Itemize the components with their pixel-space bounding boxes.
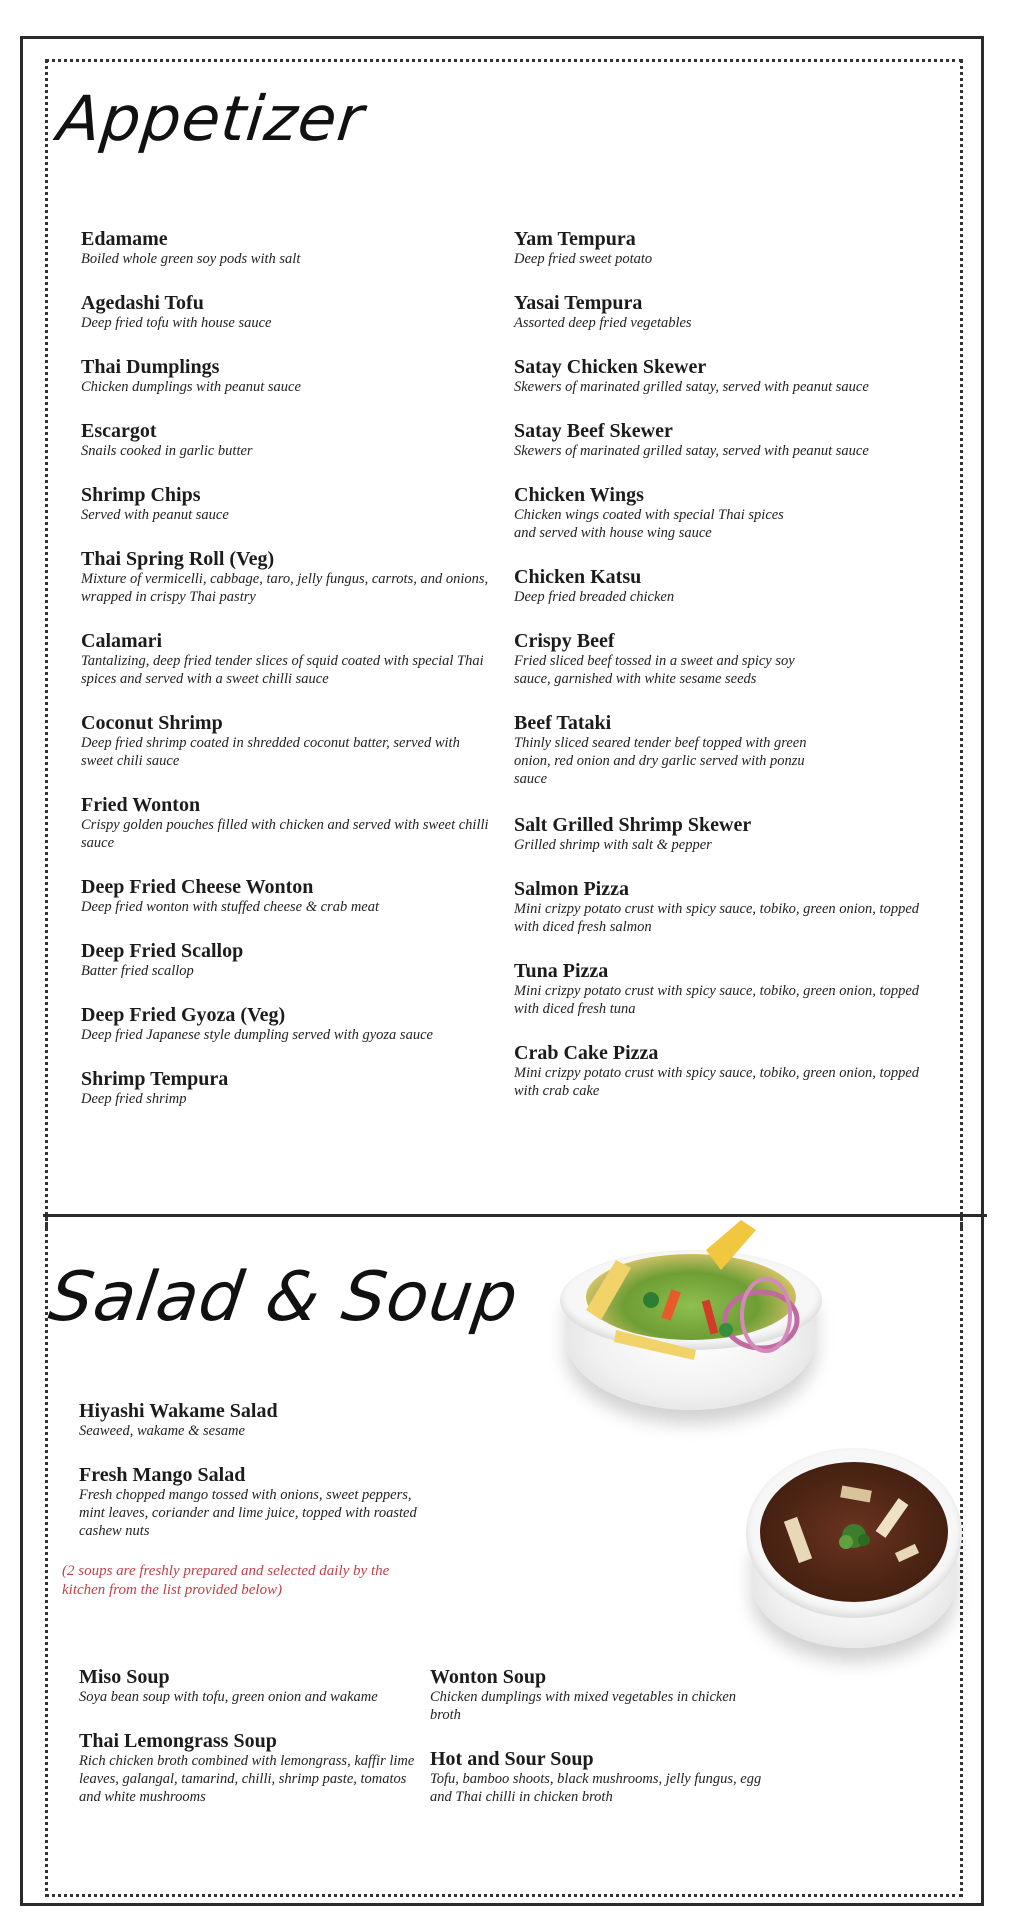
item-desc: Fresh chopped mango tossed with onions, sweet peppers, mint leaves, coriander and lime juice, topped with roasted cashew nuts [79, 1487, 417, 1539]
item-desc: Mini crizpy potato crust with spicy sauce, tobiko, green onion, topped with crab cake [514, 1065, 920, 1099]
item-name: Hot and Sour Soup [430, 1748, 594, 1770]
item-desc: Deep fried wonton with stuffed cheese & crab meat [81, 899, 380, 915]
item-name: Salmon Pizza [514, 878, 629, 900]
item-desc: Tofu, bamboo shoots, black mushrooms, jelly fungus, egg and Thai chilli in chicken broth [430, 1771, 762, 1805]
item-name: Yasai Tempura [514, 292, 643, 314]
item-name: Deep Fried Scallop [81, 940, 244, 962]
item-desc: Skewers of marinated grilled satay, served with peanut sauce [514, 443, 869, 459]
menu-item [81, 420, 491, 460]
item-desc: Deep fried shrimp coated in shredded coconut batter, served with sweet chili sauce [81, 735, 460, 769]
menu-item [81, 712, 491, 770]
item-name: Escargot [81, 420, 157, 442]
item-name: Satay Beef Skewer [514, 420, 673, 442]
item-desc: Deep fried Japanese style dumpling served with gyoza sauce [81, 1027, 433, 1043]
appetizer-title: Appetizer [54, 82, 368, 155]
salad-bowl-photo [556, 1220, 836, 1440]
menu-item [81, 548, 491, 606]
item-desc: Thinly sliced seared tender beef topped with green onion, red onion and dry garlic served with ponzu sauce [514, 735, 807, 787]
item-name: Fresh Mango Salad [79, 1464, 246, 1486]
menu-item [81, 876, 491, 916]
item-name: Calamari [81, 630, 163, 652]
menu-item [79, 1730, 429, 1806]
item-desc: Soya bean soup with tofu, green onion and wakame [79, 1689, 378, 1705]
item-desc: Rich chicken broth combined with lemongrass, kaffir lime leaves, galangal, tamarind, chilli, shrimp paste, tomatos and white mushrooms [79, 1753, 415, 1805]
menu-item [430, 1748, 770, 1806]
menu-item [514, 630, 924, 688]
menu-item [514, 420, 924, 460]
item-name: Tuna Pizza [514, 960, 609, 982]
salad-garnish-icon [556, 1220, 836, 1440]
salad-soup-title: Salad & Soup [44, 1258, 524, 1337]
item-desc: Boiled whole green soy pods with salt [81, 251, 301, 267]
item-desc: Served with peanut sauce [81, 507, 229, 523]
soup-garnish-icon [746, 1448, 966, 1668]
item-desc: Chicken wings coated with special Thai spices and served with house wing sauce [514, 507, 784, 541]
menu-item [81, 356, 491, 396]
item-desc: Seaweed, wakame & sesame [79, 1423, 245, 1439]
item-name: Shrimp Chips [81, 484, 201, 506]
menu-item [81, 484, 491, 524]
item-name: Fried Wonton [81, 794, 201, 816]
item-name: Beef Tataki [514, 712, 612, 734]
menu-item [79, 1666, 419, 1706]
menu-item [514, 292, 924, 332]
menu-item [514, 1042, 924, 1100]
item-name: Miso Soup [79, 1666, 170, 1688]
item-name: Shrimp Tempura [81, 1068, 229, 1090]
menu-item [81, 1004, 491, 1044]
menu-item [430, 1666, 770, 1724]
item-name: Deep Fried Gyoza (Veg) [81, 1004, 286, 1026]
item-desc: Mini crizpy potato crust with spicy sauce, tobiko, green onion, topped with diced fresh salmon [514, 901, 920, 935]
menu-item [514, 484, 914, 542]
item-desc: Chicken dumplings with mixed vegetables in chicken broth [430, 1689, 737, 1723]
menu-item [514, 814, 924, 854]
item-desc: Deep fried shrimp [81, 1091, 187, 1107]
item-desc: Batter fried scallop [81, 963, 194, 979]
item-name: Thai Dumplings [81, 356, 220, 378]
item-name: Salt Grilled Shrimp Skewer [514, 814, 752, 836]
item-name: Chicken Wings [514, 484, 644, 506]
item-name: Chicken Katsu [514, 566, 642, 588]
menu-item [514, 228, 924, 268]
item-desc: Crispy golden pouches filled with chicken and served with sweet chilli sauce [81, 817, 489, 851]
menu-item [514, 566, 924, 606]
menu-item [514, 356, 924, 396]
item-name: Thai Spring Roll (Veg) [81, 548, 275, 570]
menu-item [514, 712, 924, 788]
item-desc: Snails cooked in garlic butter [81, 443, 253, 459]
item-name: Wonton Soup [430, 1666, 547, 1688]
soup-selection-note: (2 soups are freshly prepared and selected daily by the kitchen from the list provided below) [62, 1563, 390, 1598]
item-desc: Skewers of marinated grilled satay, served with peanut sauce [514, 379, 869, 395]
item-desc: Deep fried breaded chicken [514, 589, 675, 605]
menu-item [81, 940, 491, 980]
menu-item [514, 878, 924, 936]
item-desc: Tantalizing, deep fried tender slices of squid coated with special Thai spices and served with a sweet chilli sauce [81, 653, 484, 687]
item-name: Crab Cake Pizza [514, 1042, 659, 1064]
item-desc: Fried sliced beef tossed in a sweet and spicy soy sauce, garnished with white sesame seeds [514, 653, 795, 687]
item-name: Deep Fried Cheese Wonton [81, 876, 314, 898]
menu-item [514, 960, 924, 1018]
menu-item [81, 1068, 491, 1108]
item-desc: Mixture of vermicelli, cabbage, taro, jelly fungus, carrots, and onions, wrapped in crispy Thai pastry [81, 571, 489, 605]
item-name: Thai Lemongrass Soup [79, 1730, 277, 1752]
item-name: Hiyashi Wakame Salad [79, 1400, 278, 1422]
menu-item [81, 292, 491, 332]
menu-item [81, 228, 491, 268]
item-desc: Mini crizpy potato crust with spicy sauce, tobiko, green onion, topped with diced fresh tuna [514, 983, 920, 1017]
item-desc: Deep fried tofu with house sauce [81, 315, 272, 331]
menu-item [81, 630, 491, 688]
item-desc: Deep fried sweet potato [514, 251, 653, 267]
item-name: Yam Tempura [514, 228, 636, 250]
item-desc: Chicken dumplings with peanut sauce [81, 379, 301, 395]
item-desc: Grilled shrimp with salt & pepper [514, 837, 712, 853]
item-desc: Assorted deep fried vegetables [514, 315, 692, 331]
item-name: Satay Chicken Skewer [514, 356, 707, 378]
menu-item [79, 1464, 429, 1540]
item-name: Agedashi Tofu [81, 292, 204, 314]
soup-bowl-photo [746, 1448, 966, 1668]
menu-item [79, 1400, 489, 1440]
item-name: Edamame [81, 228, 168, 250]
item-name: Crispy Beef [514, 630, 615, 652]
menu-item [81, 794, 491, 852]
item-name: Coconut Shrimp [81, 712, 223, 734]
